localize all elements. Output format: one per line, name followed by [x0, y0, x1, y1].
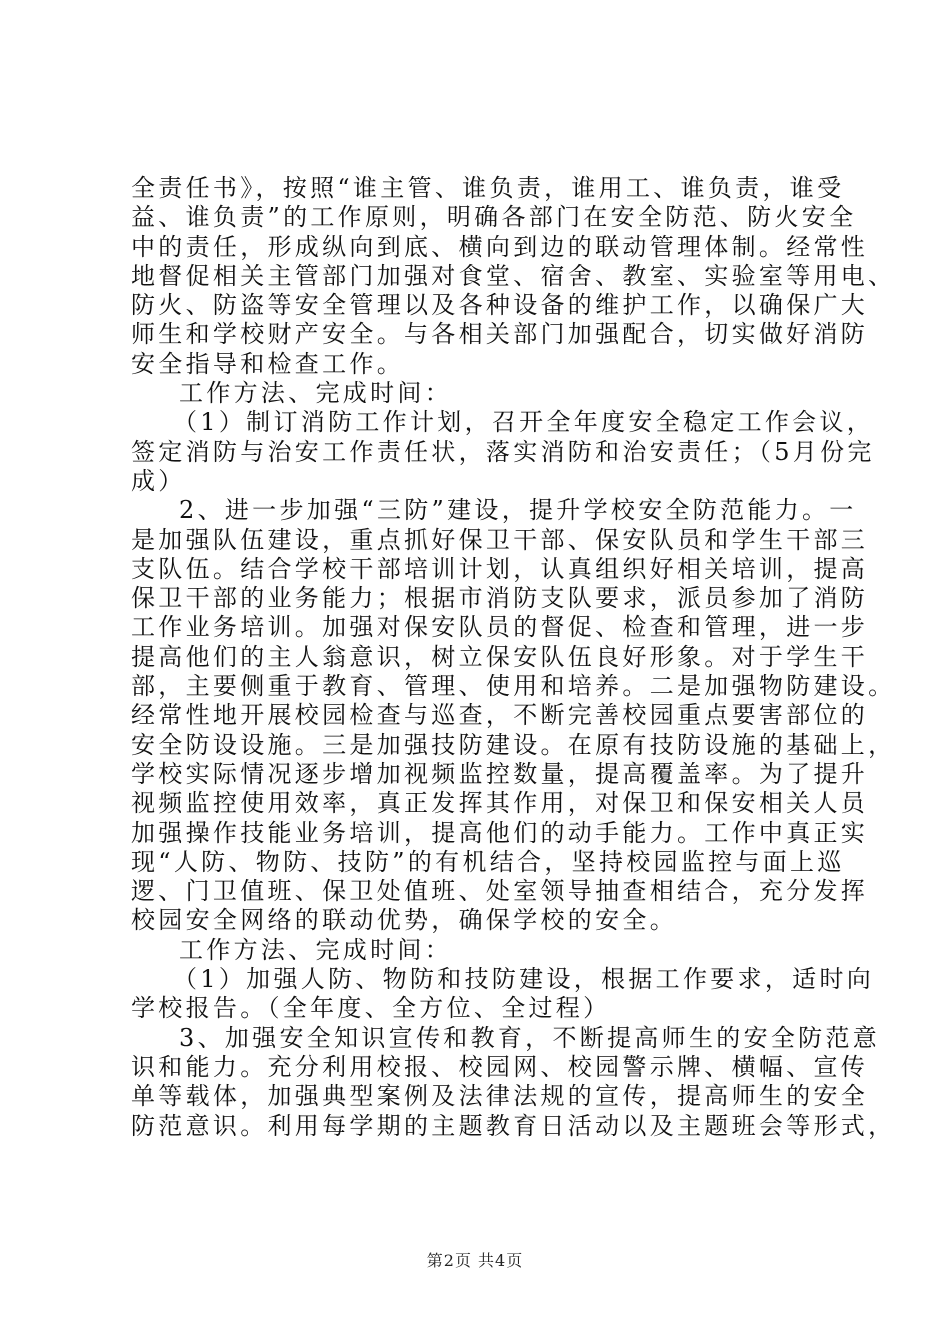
- text-line: 师生和学校财产安全。与各相关部门加强配合，切实做好消防: [131, 320, 869, 349]
- text-line: 全责任书》，按照“谁主管、谁负责，谁用工、谁负责，谁受: [131, 174, 845, 202]
- text-line: （1）加强人防、物防和技防建设，根据工作要求，适时向: [173, 965, 875, 994]
- text-line: 提高他们的主人翁意识，树立保安队伍良好形象。对于学生干: [131, 642, 869, 671]
- text-line: 益、谁负责”的工作原则，明确各部门在安全防范、防火安全: [131, 203, 857, 232]
- section-heading: 工作方法、完成时间：: [179, 935, 452, 964]
- text-line: 防火、防盗等安全管理以及各种设备的维护工作，以确保广大: [131, 291, 869, 320]
- text-line: 成）: [131, 466, 186, 495]
- text-line: 安全防设设施。三是加强技防建设。在原有技防设施的基础上，: [131, 730, 896, 759]
- text-line: 地督促相关主管部门加强对食堂、宿舍、教室、实验室等用电、: [131, 261, 896, 290]
- text-line: 加强操作技能业务培训，提高他们的动手能力。工作中真正实: [131, 818, 869, 847]
- text-line: 工作业务培训。加强对保安队员的督促、检查和管理，进一步: [131, 613, 869, 642]
- text-line: 经常性地开展校园检查与巡查，不断完善校园重点要害部位的: [131, 701, 869, 730]
- text-line: 逻、门卫值班、保卫处值班、处室领导抽查相结合，充分发挥: [131, 877, 869, 906]
- text-line: 中的责任，形成纵向到底、横向到边的联动管理体制。经常性: [131, 232, 869, 261]
- text-line: （1）制订消防工作计划，召开全年度安全稳定工作会议，: [173, 408, 875, 437]
- text-line: 识和能力。充分利用校报、校园网、校园警示牌、横幅、宣传: [131, 1052, 869, 1081]
- text-line: 部，主要侧重于教育、管理、使用和培养。二是加强物防建设。: [131, 672, 896, 701]
- text-line: 防范意识。利用每学期的主题教育日活动以及主题班会等形式，: [131, 1111, 896, 1140]
- text-line: 单等载体，加强典型案例及法律法规的宣传，提高师生的安全: [131, 1082, 869, 1111]
- text-line: 是加强队伍建设，重点抓好保卫干部、保安队员和学生干部三: [131, 525, 869, 554]
- paragraph-start: 2、进一步加强“三防”建设，提升学校安全防范能力。一: [179, 496, 857, 525]
- text-line: 现“人防、物防、技防”的有机结合，坚持校园监控与面上巡: [131, 847, 845, 876]
- text-line: 学校实际情况逐步增加视频监控数量，提高覆盖率。为了提升: [131, 759, 869, 788]
- text-line: 校园安全网络的联动优势，确保学校的安全。: [131, 906, 677, 935]
- section-heading: 工作方法、完成时间：: [179, 379, 452, 408]
- text-line: 保卫干部的业务能力；根据市消防支队要求，派员参加了消防: [131, 584, 869, 613]
- document-body: [131, 174, 896, 1141]
- text-line: 学校报告。（全年度、全方位、全过程）: [131, 994, 611, 1023]
- text-line: 视频监控使用效率，真正发挥其作用，对保卫和保安相关人员: [131, 789, 869, 818]
- text-line: 签定消防与治安工作责任状，落实消防和治安责任；（5月份完: [131, 437, 875, 466]
- page-number: 第2页 共4页: [426, 1251, 524, 1270]
- text-line: 安全指导和检查工作。: [131, 349, 404, 378]
- paragraph-start: 3、加强安全知识宣传和教育，不断提高师生的安全防范意: [179, 1023, 881, 1052]
- text-line: 支队伍。结合学校干部培训计划，认真组织好相关培训，提高: [131, 554, 869, 583]
